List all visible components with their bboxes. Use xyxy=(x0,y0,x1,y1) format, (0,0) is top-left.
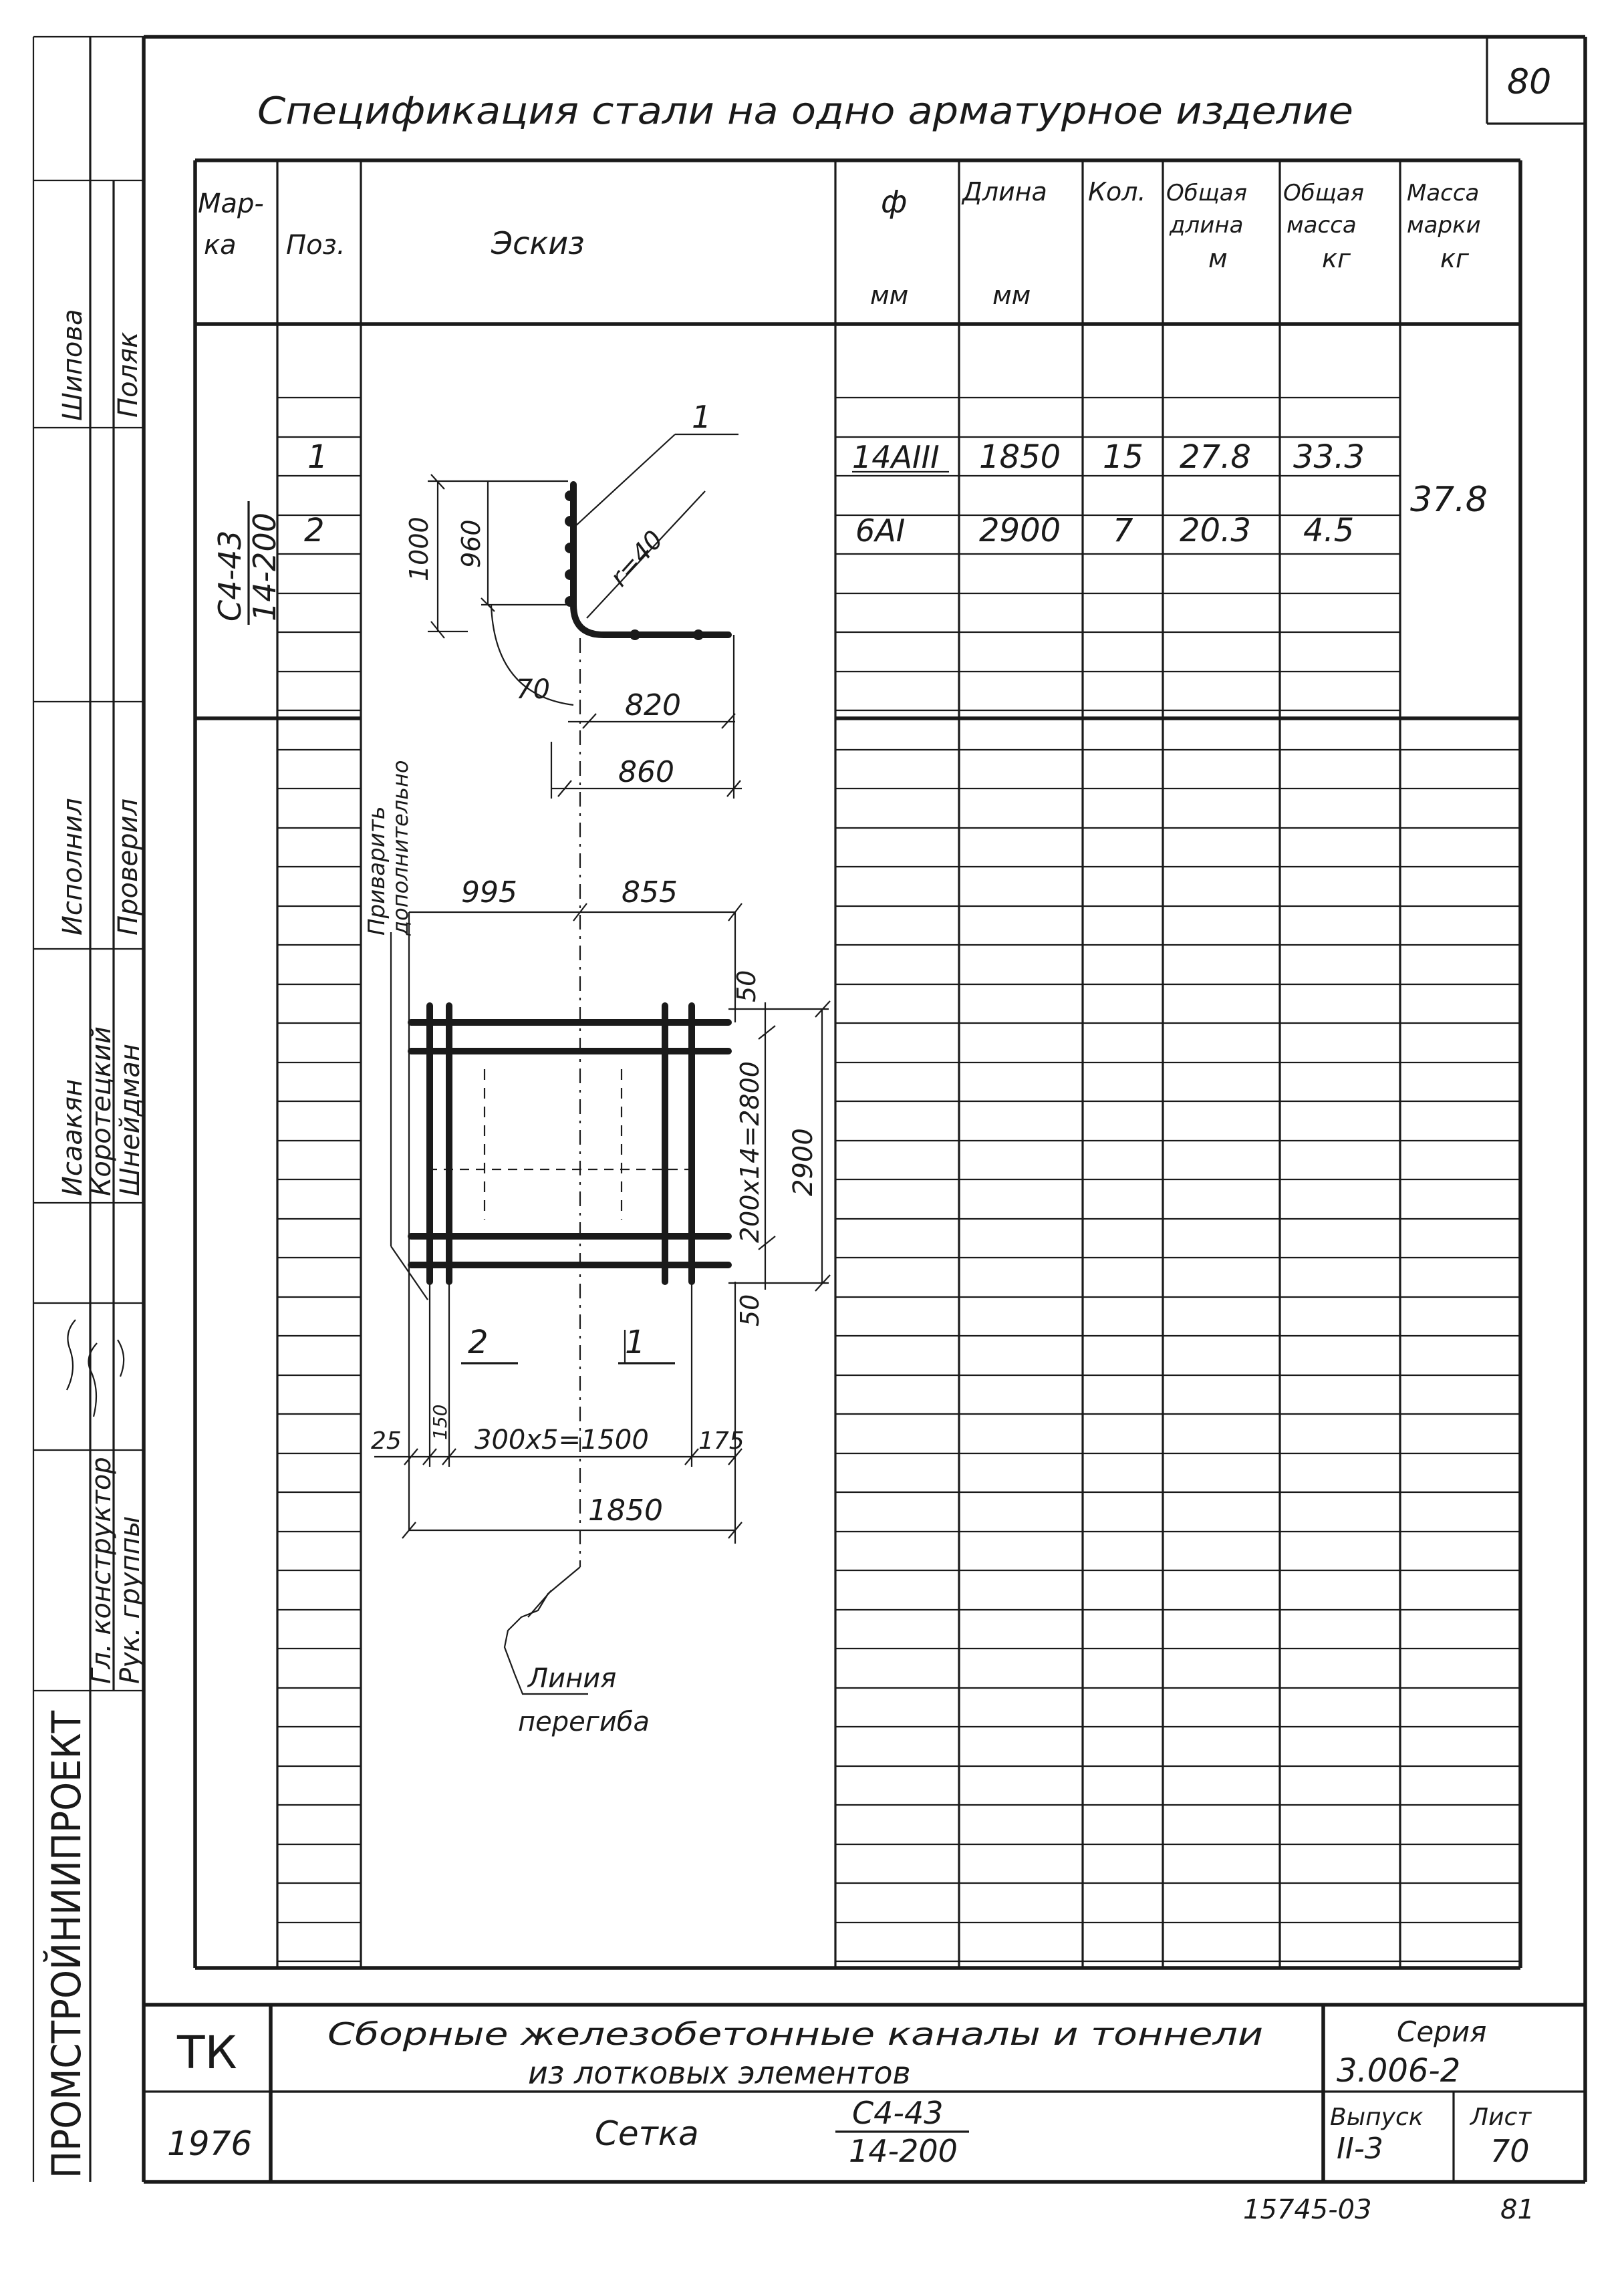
plan-pos2: 2 xyxy=(468,1324,489,1361)
stamp-r4-b: Рук. группы xyxy=(115,1516,146,1684)
stamp-r3-b: Коротецкий xyxy=(86,1026,117,1196)
row-1-diam: 14АIII xyxy=(852,439,940,475)
header-diam-2: мм xyxy=(870,281,909,310)
title-item-mark-bottom: 14-200 xyxy=(849,2133,958,2169)
stamp-r2-a: Исполнил xyxy=(57,798,88,936)
stamp-r4-a: Гл. конструктор xyxy=(86,1457,117,1684)
sheet-frame xyxy=(33,37,1585,2182)
header-mark-mass-1: Масса xyxy=(1407,180,1480,206)
stamp-r3-a: Исаакян xyxy=(57,1079,88,1196)
title-year: 1976 xyxy=(167,2124,253,2163)
title-sheet-value: 70 xyxy=(1490,2133,1530,2169)
plan-gap-bottom: 50 xyxy=(735,1294,765,1326)
row-2-total-mass: 4.5 xyxy=(1303,512,1355,549)
plan-top-left: 995 xyxy=(461,875,517,909)
mark-name-bottom: 14-200 xyxy=(247,513,283,621)
title-issue-label: Выпуск xyxy=(1330,2104,1424,2131)
bend-h1: 1000 xyxy=(404,517,434,581)
plan-gap-top: 50 xyxy=(732,970,761,1002)
header-marka-2: ка xyxy=(204,230,237,261)
row-1-count: 15 xyxy=(1103,438,1144,476)
plan-small: 150 xyxy=(429,1404,451,1440)
mark-name xyxy=(212,501,283,625)
header-mark-mass-2: марки xyxy=(1407,212,1481,239)
header-total-length-2: длина xyxy=(1170,212,1244,239)
title-code: ТК xyxy=(177,2027,237,2080)
mark-name-top: С4-43 xyxy=(212,530,248,621)
spec-table-grid xyxy=(195,160,1520,1968)
bend-h2: 960 xyxy=(456,519,486,568)
header-length-1: Длина xyxy=(962,177,1047,206)
sketch-bend-section xyxy=(404,399,742,799)
header-diam-1: ф xyxy=(881,184,908,220)
fold-line-1: Линия xyxy=(528,1663,617,1694)
archive-number: 15745-03 xyxy=(1243,2194,1372,2225)
stamp-org: ПРОМСТРОЙНИИПРОЕКТ xyxy=(43,1665,90,2178)
title-block xyxy=(144,2005,1585,2182)
header-total-length-1: Общая xyxy=(1166,180,1248,206)
weld-note-1: Приварить xyxy=(364,806,390,936)
plan-total: 2900 xyxy=(788,1128,819,1196)
header-total-mass-2: масса xyxy=(1287,212,1357,239)
bend-radius: r=40 xyxy=(603,525,669,593)
title-series-value: 3.006-2 xyxy=(1337,2052,1461,2090)
title-project-1: Сборные железобетонные каналы и тоннели xyxy=(327,2016,1263,2052)
page-number: 81 xyxy=(1500,2194,1534,2225)
corner-number: 80 xyxy=(1507,62,1552,102)
stamp-r3-c: Шнейдман xyxy=(115,1043,146,1196)
bend-leader-pos: 1 xyxy=(692,399,712,435)
weld-note xyxy=(364,760,428,1300)
stamp-r1-b: Поляк xyxy=(113,331,144,418)
header-mark-mass-3: кг xyxy=(1440,244,1469,273)
header-total-length-3: м xyxy=(1208,244,1228,273)
row-1-length: 1850 xyxy=(979,438,1061,476)
title-sheet-label: Лист xyxy=(1470,2104,1532,2131)
title-project-2: из лотковых элементов xyxy=(528,2055,911,2091)
plan-top-right: 855 xyxy=(622,875,678,909)
header-total-mass-1: Общая xyxy=(1283,180,1365,206)
plan-left-edge: 25 xyxy=(371,1427,402,1455)
plan-right-edge: 175 xyxy=(698,1427,745,1455)
title-issue-value: II-3 xyxy=(1337,2132,1383,2166)
sheet-title: Спецификация стали на одно арматурное изделие xyxy=(257,90,1353,133)
header-total-mass-3: кг xyxy=(1322,244,1351,273)
fold-line-2: перегиба xyxy=(518,1707,650,1737)
bend-w1: 820 xyxy=(625,688,681,722)
sketch-mesh-plan xyxy=(371,638,830,1737)
mark-mass-value: 37.8 xyxy=(1410,480,1488,520)
row-2-pos: 2 xyxy=(304,512,325,549)
title-series-label: Серия xyxy=(1397,2015,1487,2048)
header-marka-1: Мар- xyxy=(198,188,264,219)
corner-number-box xyxy=(1487,37,1585,124)
row-2-count: 7 xyxy=(1113,512,1133,549)
header-pos: Поз. xyxy=(286,230,346,261)
title-item-mark-top: С4-43 xyxy=(852,2095,944,2131)
row-2-total-length: 20.3 xyxy=(1180,512,1251,549)
row-1-total-length: 27.8 xyxy=(1180,438,1251,476)
title-item-label: Сетка xyxy=(595,2114,699,2153)
stamp-r1-a: Шипова xyxy=(57,309,88,421)
side-stamp xyxy=(33,37,146,2182)
row-2-diam: 6АI xyxy=(855,513,906,549)
plan-pos1: 1 xyxy=(625,1324,646,1361)
row-1-total-mass: 33.3 xyxy=(1293,438,1365,476)
header-sketch: Эскиз xyxy=(491,225,585,261)
row-1-pos: 1 xyxy=(307,438,328,476)
bend-arc: 70 xyxy=(516,674,550,705)
header-length-2: мм xyxy=(992,281,1031,310)
header-count: Кол. xyxy=(1088,177,1146,206)
weld-note-2: дополнительно xyxy=(388,760,413,936)
stamp-r2-b: Проверил xyxy=(113,798,144,936)
row-2-length: 2900 xyxy=(979,512,1061,549)
spec-table-header xyxy=(198,177,1481,310)
plan-overall: 1850 xyxy=(588,1494,663,1528)
plan-middle: 300х5=1500 xyxy=(475,1425,649,1455)
bend-w2: 860 xyxy=(618,755,674,789)
plan-span: 200х14=2800 xyxy=(735,1061,765,1243)
